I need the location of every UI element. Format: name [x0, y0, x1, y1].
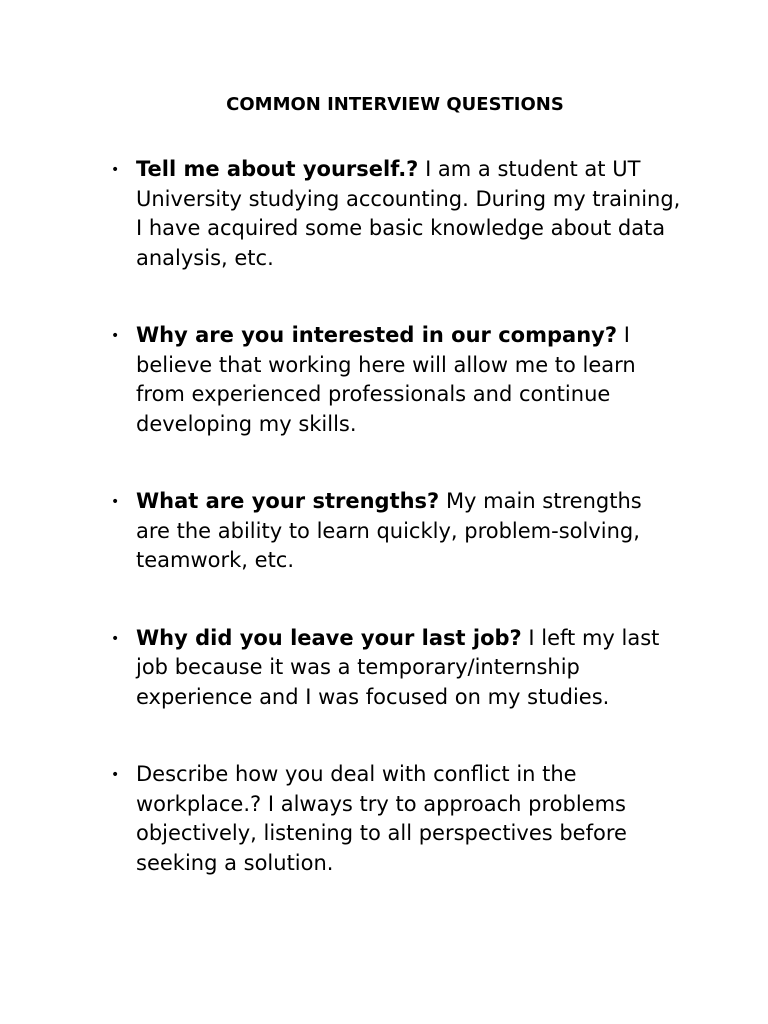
answer-text: I am a student at UT University studying accounting. During my training, I have acquired some basic knowledge about data analysis, etc. [136, 157, 681, 270]
answer-text: I always try to approach problems objectively, listening to all perspectives before seeking a solution. [136, 791, 627, 875]
list-item [0, 321, 681, 439]
answer-text: My main strengths are the ability to learn quickly, problem-solving, teamwork, etc. [136, 489, 642, 572]
bullet-icon: • [111, 162, 120, 178]
bullet-icon: • [111, 630, 120, 647]
question-list [0, 155, 768, 927]
bullet-icon: • [111, 767, 120, 783]
question-text: Why did you leave your last job? [136, 625, 522, 650]
question-text: Tell me about yourself.? [136, 157, 419, 181]
page-title: COMMON INTERVIEW QUESTIONS [226, 94, 564, 115]
list-item [0, 487, 681, 576]
list-item [0, 155, 681, 273]
answer-text: I left my last job because it was a temporary/internship experience and I was focused on my studies. [136, 625, 660, 709]
question-text: Why are you interested in our company? [136, 323, 618, 347]
list-item [0, 624, 681, 713]
bullet-icon: • [111, 328, 120, 344]
answer-text: I believe that working here will allow me to learn from experienced professionals and continue developing my skills. [136, 323, 636, 436]
bullet-icon: • [111, 494, 120, 510]
question-text: Describe how you deal with conflict in the workplace.? [136, 762, 577, 816]
question-text: What are your strengths? [136, 489, 440, 513]
list-item [0, 760, 681, 878]
